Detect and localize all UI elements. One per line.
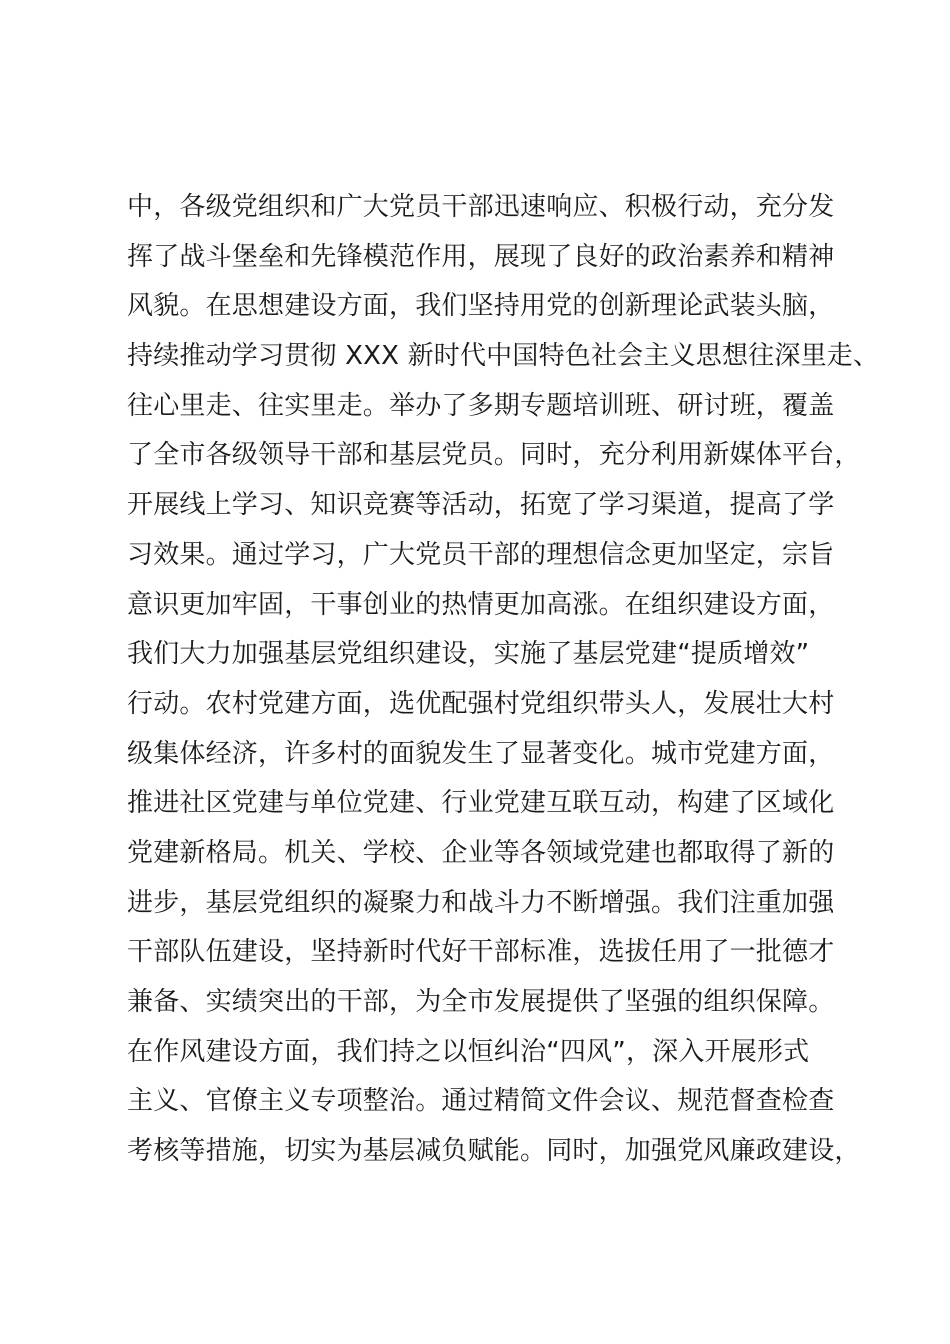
text-line: 级集体经济，许多村的面貌发生了显著变化。城市党建方面， bbox=[127, 738, 835, 769]
text-line: 往心里走、往实里走。举办了多期专题培训班、研讨班，覆盖 bbox=[127, 390, 835, 421]
text-line: 主义、官僚主义专项整治。通过精简文件会议、规范督查检查 bbox=[127, 1086, 835, 1117]
text-line: 行动。农村党建方面，选优配强村党组织带头人，发展壮大村 bbox=[127, 688, 835, 719]
text-line: 在作风建设方面，我们持之以恒纠治“四风”，深入开展形式 bbox=[127, 1036, 810, 1067]
text-line: 进步，基层党组织的凝聚力和战斗力不断增强。我们注重加强 bbox=[127, 887, 835, 918]
text-line: 风貌。在思想建设方面，我们坚持用党的创新理论武装头脑， bbox=[127, 291, 835, 322]
text-line: 党建新格局。机关、学校、企业等各领域党建也都取得了新的 bbox=[127, 837, 835, 868]
text-line: 持续推动学习贯彻 XXX 新时代中国特色社会主义思想往深里走、 bbox=[127, 341, 880, 372]
text-line: 了全市各级领导干部和基层党员。同时，充分利用新媒体平台， bbox=[127, 440, 861, 471]
text-line: 挥了战斗堡垒和先锋模范作用，展现了良好的政治素养和精神 bbox=[127, 241, 835, 272]
text-line: 习效果。通过学习，广大党员干部的理想信念更加坚定，宗旨 bbox=[127, 539, 835, 570]
text-line: 中，各级党组织和广大党员干部迅速响应、积极行动，充分发 bbox=[127, 192, 835, 222]
text-line: 干部队伍建设，坚持新时代好干部标准，选拔任用了一批德才 bbox=[127, 937, 835, 968]
text-line: 我们大力加强基层党组织建设，实施了基层党建“提质增效” bbox=[127, 639, 810, 670]
text-line: 兼备、实绩突出的干部，为全市发展提供了坚强的组织保障。 bbox=[127, 987, 835, 1017]
text-line: 推进社区党建与单位党建、行业党建互联互动，构建了区域化 bbox=[127, 788, 835, 819]
text-line: 意识更加牢固，干事创业的热情更加高涨。在组织建设方面， bbox=[127, 589, 835, 620]
body-paragraph bbox=[127, 183, 880, 1177]
text-line: 考核等措施，切实为基层减负赋能。同时，加强党风廉政建设， bbox=[127, 1136, 861, 1167]
text-line: 开展线上学习、知识竞赛等活动，拓宽了学习渠道，提高了学 bbox=[127, 490, 835, 521]
